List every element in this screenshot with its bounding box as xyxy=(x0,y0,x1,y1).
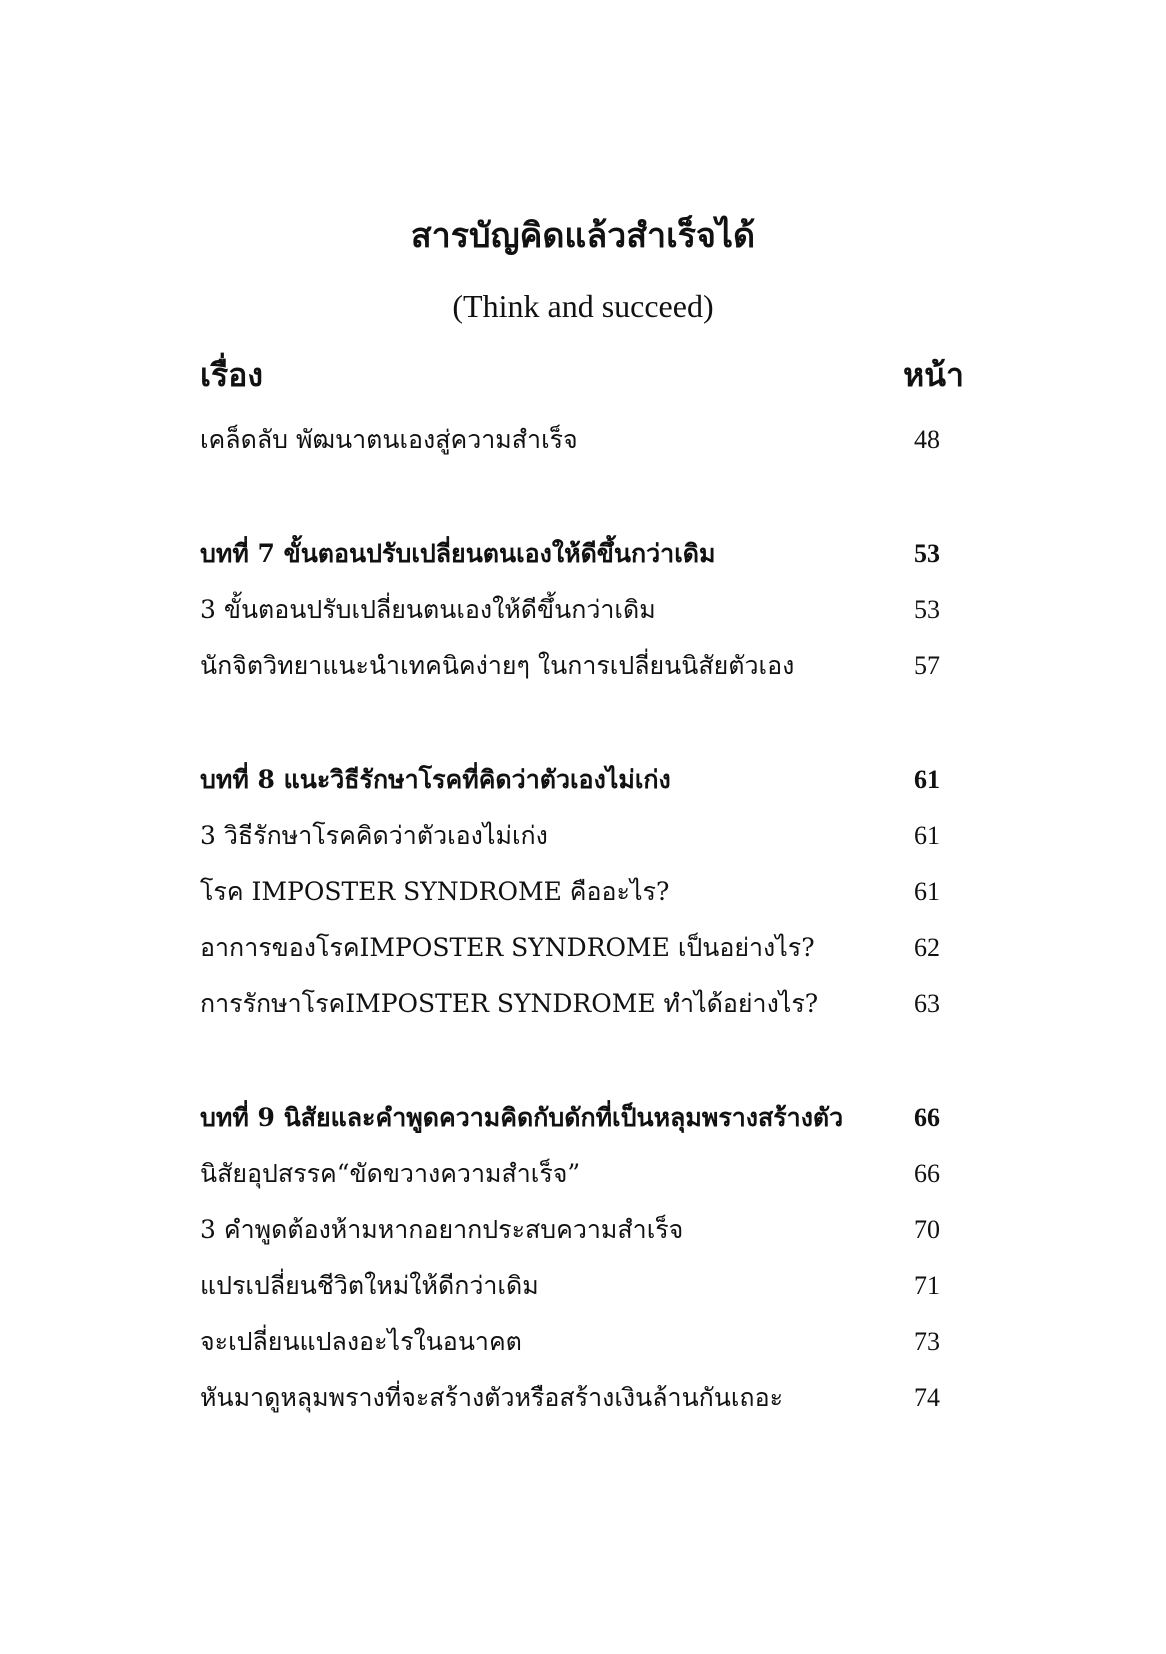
toc-chapter-title: บทที่ 8 แนะวิธีรักษาโรคที่คิดว่าตัวเองไม่เก่ง xyxy=(200,765,671,794)
toc-entry-page: 61 xyxy=(914,821,940,850)
toc-chapter-title: บทที่ 7 ขั้นตอนปรับเปลี่ยนตนเองให้ดีขึ้นกว่าเดิม xyxy=(200,539,716,568)
toc-row xyxy=(200,638,942,694)
toc-entry-page: 63 xyxy=(914,989,940,1018)
book-subtitle: (Think and succeed) xyxy=(452,288,714,324)
toc-chapter-row xyxy=(200,752,942,808)
toc-chapter-page: 66 xyxy=(914,1103,940,1132)
toc-entry-page: 53 xyxy=(914,595,940,624)
toc-entry-page: 73 xyxy=(914,1327,940,1356)
toc-entry-page: 70 xyxy=(914,1215,940,1244)
toc-entry-page: 48 xyxy=(914,425,940,454)
toc-chapter-page: 53 xyxy=(914,539,940,568)
toc-entry-title: 3 ขั้นตอนปรับเปลี่ยนตนเองให้ดีขึ้นกว่าเดิม xyxy=(200,595,656,624)
toc-entry-title: หันมาดูหลุมพรางที่จะสร้างตัวหรือสร้างเงินล้านกันเถอะ xyxy=(200,1383,784,1412)
toc-chapter-row xyxy=(200,1090,942,1146)
toc-row xyxy=(200,1370,942,1426)
toc-chapter-row xyxy=(200,526,942,582)
toc-row xyxy=(200,412,942,468)
table-of-contents xyxy=(200,412,942,1426)
toc-row xyxy=(200,582,942,638)
toc-entry-title: โรค IMPOSTER SYNDROME คืออะไร? xyxy=(200,877,670,906)
toc-header-page: หน้า xyxy=(903,356,964,394)
toc-entry-page: 61 xyxy=(914,877,940,906)
toc-entry-title: นิสัยอุปสรรค“ขัดขวางความสำเร็จ” xyxy=(200,1159,581,1188)
toc-chapter-title: บทที่ 9 นิสัยและคำพูดความคิดกับดักที่เป็นหลุมพรางสร้างตัว xyxy=(200,1103,844,1132)
toc-entry-title: จะเปลี่ยนแปลงอะไรในอนาคต xyxy=(200,1327,522,1356)
toc-row xyxy=(200,1202,942,1258)
toc-entry-page: 74 xyxy=(914,1383,940,1412)
toc-row xyxy=(200,1314,942,1370)
toc-row xyxy=(200,1258,942,1314)
toc-header-topic: เรื่อง xyxy=(200,356,263,394)
toc-row xyxy=(200,920,942,976)
toc-entry-page: 62 xyxy=(914,933,940,962)
toc-entry-title: 3 คำพูดต้องห้ามหากอยากประสบความสำเร็จ xyxy=(200,1215,684,1244)
toc-chapter-page: 61 xyxy=(914,765,940,794)
toc-entry-title: 3 วิธีรักษาโรคคิดว่าตัวเองไม่เก่ง xyxy=(200,821,548,850)
toc-row xyxy=(200,808,942,864)
toc-row xyxy=(200,976,942,1032)
toc-entry-title: เคล็ดลับ พัฒนาตนเองสู่ความสำเร็จ xyxy=(200,425,578,454)
toc-entry-page: 66 xyxy=(914,1159,940,1188)
toc-entry-title: นักจิตวิทยาแนะนำเทคนิคง่ายๆ ในการเปลี่ยนนิสัยตัวเอง xyxy=(200,651,795,680)
toc-entry-title: แปรเปลี่ยนชีวิตใหม่ให้ดีกว่าเดิม xyxy=(200,1271,539,1300)
toc-row xyxy=(200,864,942,920)
toc-entry-page: 57 xyxy=(914,651,940,680)
book-title: สารบัญคิดแล้วสำเร็จได้ xyxy=(410,216,756,256)
toc-row xyxy=(200,1146,942,1202)
toc-entry-title: การรักษาโรคIMPOSTER SYNDROME ทำได้อย่างไร? xyxy=(200,989,819,1018)
toc-entry-page: 71 xyxy=(914,1271,940,1300)
toc-entry-title: อาการของโรคIMPOSTER SYNDROME เป็นอย่างไร? xyxy=(200,933,815,962)
